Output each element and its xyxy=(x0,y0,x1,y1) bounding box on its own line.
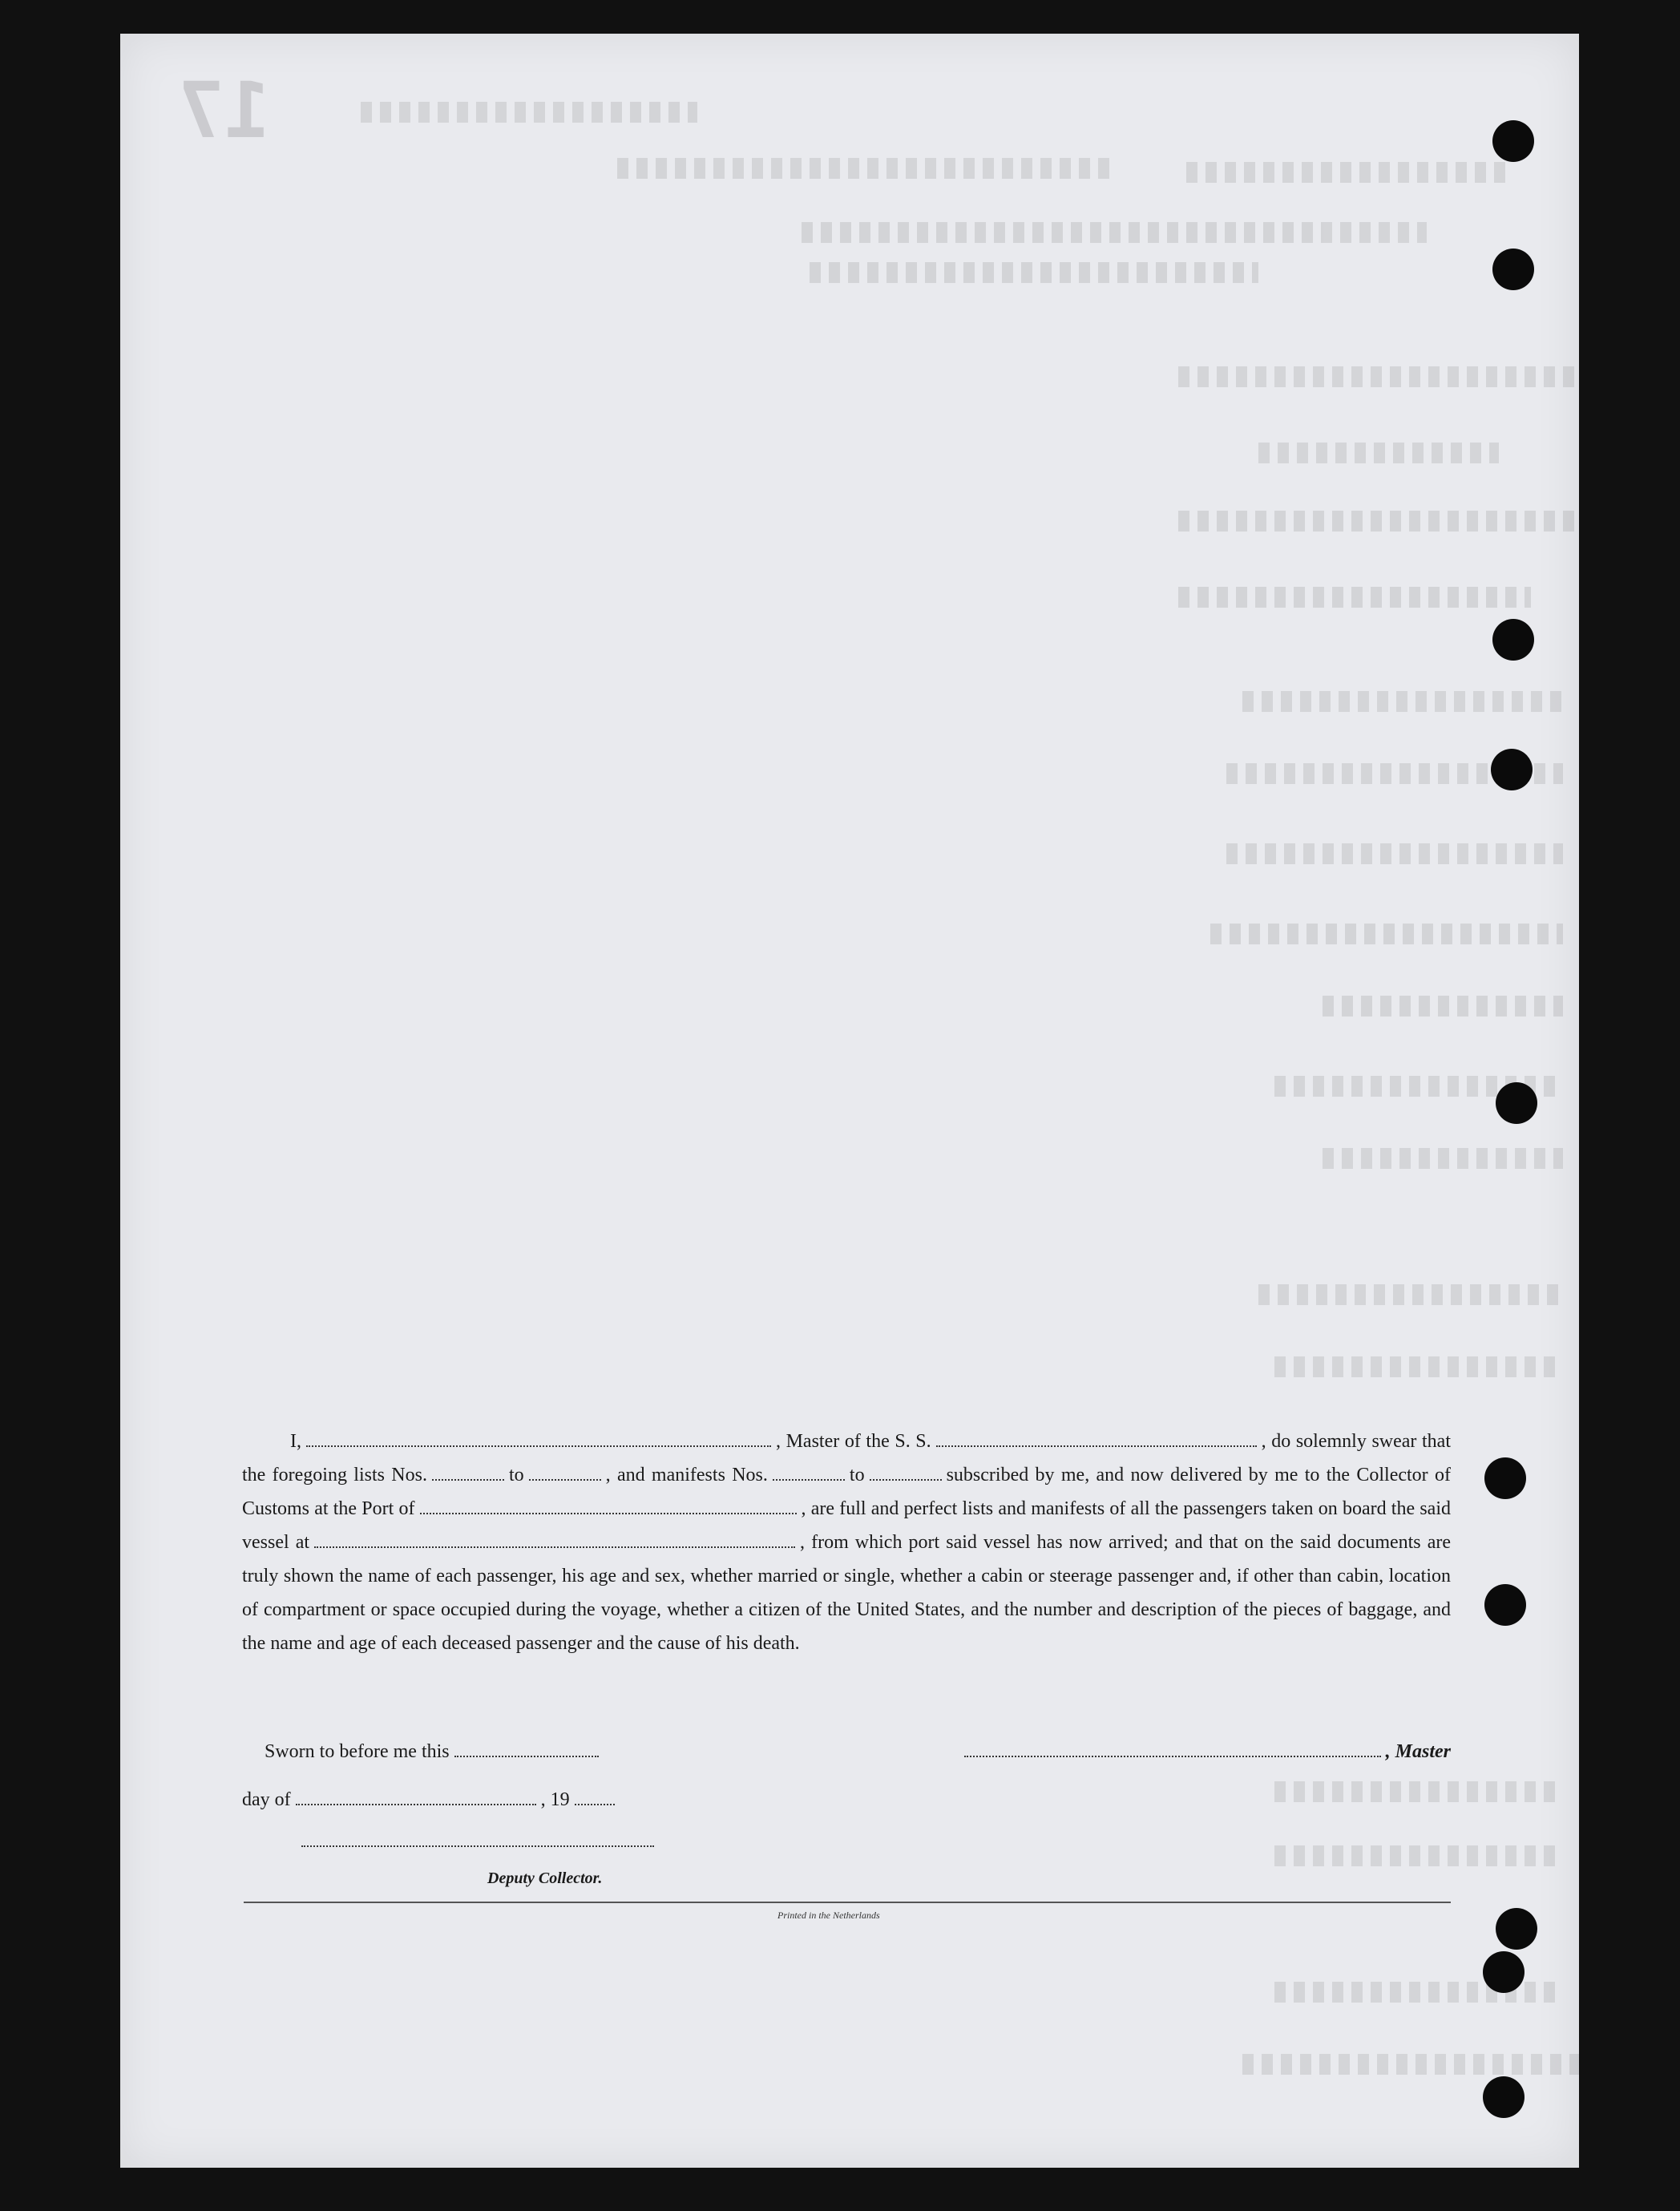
deputy-signature-line xyxy=(301,1845,654,1847)
printed-in-label: Printed in the Netherlands xyxy=(777,1910,880,1921)
vessel-name-blank xyxy=(936,1431,1257,1447)
day-blank xyxy=(296,1789,536,1805)
master-signature-blank xyxy=(964,1741,1381,1757)
deputy-collector-label: Deputy Collector. xyxy=(487,1869,603,1887)
punch-hole-7 xyxy=(1484,1584,1526,1626)
year-label: , 19 xyxy=(540,1789,570,1810)
bleed-through-text xyxy=(120,34,1579,2168)
punch-hole-2 xyxy=(1492,249,1534,290)
bottom-rule xyxy=(244,1902,1451,1903)
punch-hole-5 xyxy=(1496,1082,1537,1124)
document-page xyxy=(120,34,1579,2168)
day-label: day of xyxy=(242,1789,291,1810)
master-label: , Master xyxy=(1385,1741,1451,1762)
sworn-label: Sworn to before me this xyxy=(265,1741,450,1762)
master-oath-declaration xyxy=(242,1425,1451,1660)
departure-port-blank xyxy=(314,1532,795,1548)
year-blank xyxy=(575,1789,615,1805)
bleed-page-number: 17 xyxy=(178,66,271,156)
list-from-blank xyxy=(432,1465,504,1481)
master-name-blank xyxy=(306,1431,771,1447)
punch-hole-10 xyxy=(1483,2076,1525,2118)
declaration-paragraph: I, , Master of the S. S. , do solemnly swear that the foregoing lists Nos. to , and manifests Nos. to subscribed by me, and now delivered by me to the Collector of Customs at the Port of , are full and perfect lists and manifests of all the passengers taken on board the said vessel at , from which port said vessel has now arrived; and that on the said documents are truly shown the name of each passenger, his age and sex, whether married or single, whether a cabin or steerage passenger and, if other than cabin, location of compartment or space occupied during the voyage, whether a citizen of the United States, and the number and description of the pieces of baggage, and the name and age of each deceased passenger and the cause of his death. xyxy=(242,1431,1452,1654)
day-row xyxy=(242,1789,620,1811)
punch-hole-8 xyxy=(1496,1908,1537,1950)
punch-hole-3 xyxy=(1492,619,1534,661)
manifest-from-blank xyxy=(773,1465,845,1481)
punch-hole-6 xyxy=(1484,1457,1526,1499)
list-to-blank xyxy=(529,1465,601,1481)
punch-hole-1 xyxy=(1492,120,1534,162)
punch-hole-9 xyxy=(1483,1951,1525,1993)
sworn-date-blank xyxy=(454,1741,599,1757)
manifest-to-blank xyxy=(870,1465,942,1481)
punch-hole-4 xyxy=(1491,749,1533,790)
port-blank xyxy=(420,1498,797,1514)
